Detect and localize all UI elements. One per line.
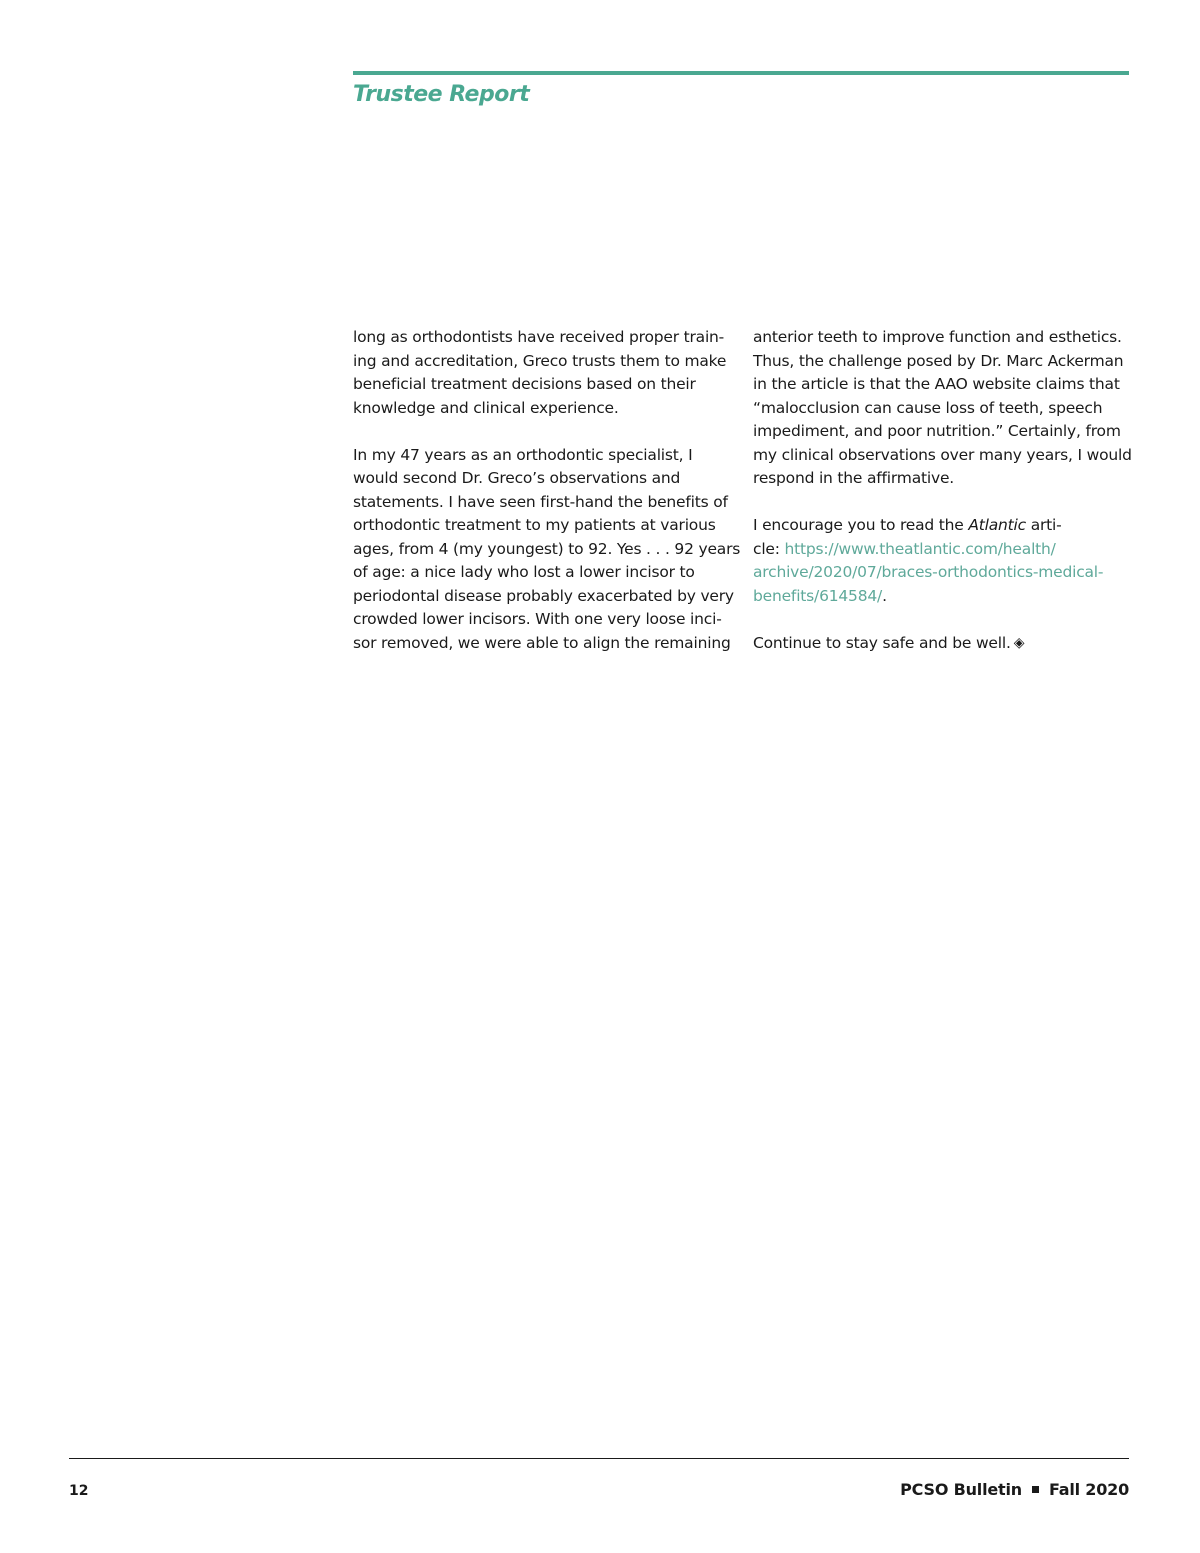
text-line: ages, from 4 (my youngest) to 92. Yes . . . 92 years [353,539,741,558]
article-column-right [753,326,1133,679]
publication-title: PCSO Bulletin [900,1480,1022,1499]
issue-label: Fall 2020 [1048,1480,1129,1499]
text-line: respond in the affirmative. [753,469,955,487]
paragraph [753,514,1133,608]
text-line: sor removed, we were able to align the remaining [353,633,731,652]
paragraph [353,444,741,656]
text-line: would second Dr. Greco’s observations and [353,469,681,487]
separator-square-icon [1032,1486,1039,1493]
text-line: beneficial treatment decisions based on their [353,375,696,393]
text-line: In my 47 years as an orthodontic specialist, I [353,445,693,464]
section-title: Trustee Report [353,82,530,107]
text-line: of age: a nice lady who lost a lower incisor to [353,563,695,581]
text-run: Continue to stay safe and be well. [753,633,1011,652]
text-line: my clinical observations over many years, I would [753,445,1132,464]
text-line: in the article is that the AAO website claims that [753,375,1120,393]
text-line: statements. I have seen first-hand the benefits of [353,492,728,511]
footer-rule [69,1458,1129,1459]
text-run: cle: [753,539,785,558]
text-run: arti- [1025,516,1062,534]
page-number: 12 [69,1483,89,1499]
text-line: periodontal disease probably exacerbated by very [353,586,734,605]
end-mark-icon: ◈ [1013,634,1025,651]
text-run: I encourage you to read the [753,516,969,534]
text-line: crowded lower incisors. With one very loose inci- [353,610,722,628]
article-column-left [353,326,741,679]
text-line: ing and accreditation, Greco trusts them to make [353,351,727,370]
paragraph [753,326,1133,491]
text-line: long as orthodontists have received proper train- [353,328,725,346]
text-run: . [882,586,887,605]
text-line: Thus, the challenge posed by Dr. Marc Ackerman [753,351,1124,370]
article-link[interactable]: archive/2020/07/braces-orthodontics-medical- [753,563,1104,581]
header-rule [353,71,1129,75]
footer-publication [900,1480,1129,1499]
text-line: knowledge and clinical experience. [353,398,619,417]
publication-name: Atlantic [968,516,1026,534]
text-line [753,514,1133,538]
text-line: “malocclusion can cause loss of teeth, speech [753,398,1103,417]
text-line [753,632,1133,656]
paragraph [353,326,731,420]
article-link[interactable]: https://www.theatlantic.com/health/ [784,539,1056,558]
text-line: impediment, and poor nutrition.” Certainly, from [753,422,1121,440]
text-line [753,561,1133,585]
text-line: anterior teeth to improve function and esthetics. [753,328,1122,346]
text-line: orthodontic treatment to my patients at various [353,516,716,534]
text-line [753,585,1133,609]
article-link[interactable]: benefits/614584/ [753,586,883,605]
text-line [753,538,1133,562]
paragraph [753,632,1133,656]
